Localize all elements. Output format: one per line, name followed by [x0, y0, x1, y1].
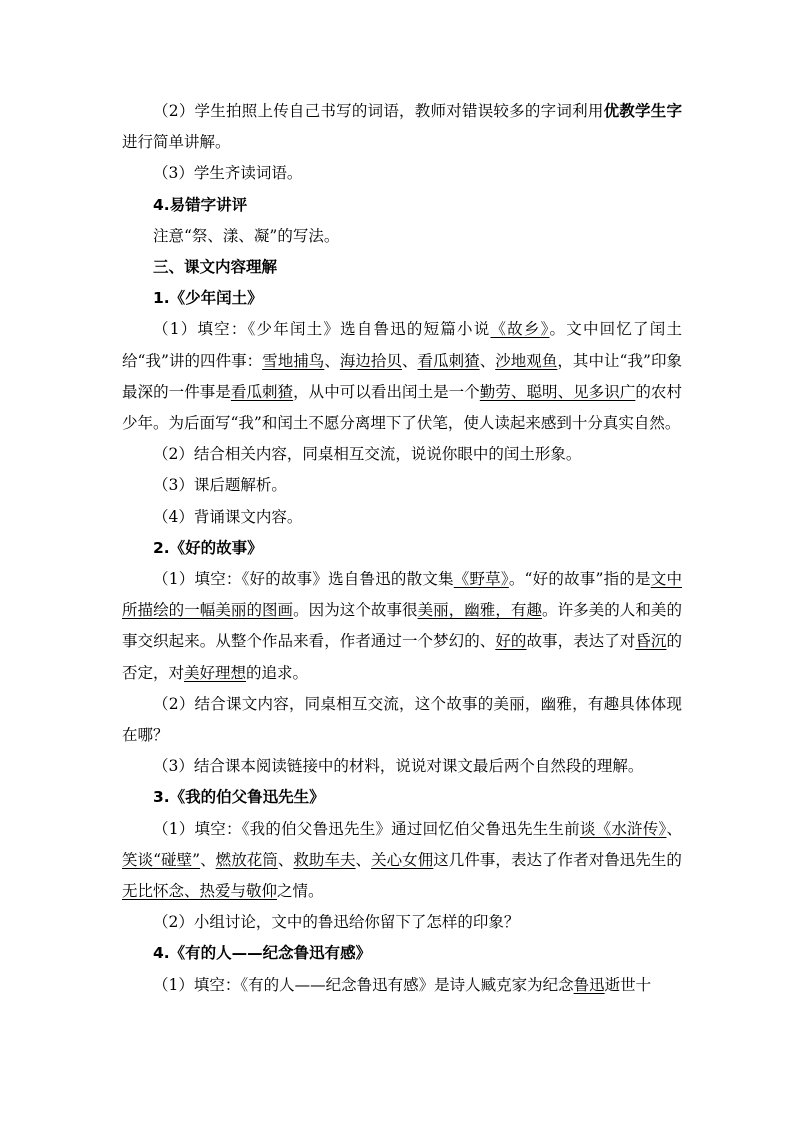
underlined-answer: 笑谈“碰壁” — [122, 850, 201, 869]
text: ，其中让“我”印象最深的一件事是 — [122, 351, 682, 401]
text: 、 — [277, 850, 294, 869]
fill-in-paragraph — [122, 314, 682, 439]
text: 的农村少年。为后面写“我”和闰土不愿分离埋下了伏笔，使人读起来感到十分真实自然。 — [122, 382, 682, 433]
text: （2）学生拍照上传自己书写的词语，教师对错误较多的字词利用 — [153, 102, 604, 120]
underlined-answer: 沙地观鱼 — [495, 351, 558, 370]
text: ，从中可以看出闰土是一个 — [293, 382, 480, 401]
text: 逝世十 — [604, 975, 652, 994]
text: 进行简单讲解。 — [122, 133, 231, 152]
underlined-answer: 看瓜刺猹 — [417, 351, 480, 370]
paragraph: 注意“祭、漾、凝”的写法。 — [153, 226, 340, 245]
text: （1）填空：《我的伯父鲁迅先生》通过回忆伯父鲁迅先生生前 — [153, 819, 580, 838]
text: 的否定，对 — [122, 632, 682, 682]
underlined-answer: 谈《水浒传》 — [579, 819, 667, 838]
paragraph: （2）结合相关内容，同桌相互交流，说说你眼中的闰土形象。 — [153, 445, 582, 464]
underlined-answer: 好的 — [495, 632, 527, 651]
text: 、 — [666, 819, 682, 838]
text: 这几件事，表达了作者对鲁迅先生的 — [433, 850, 682, 869]
paragraph: （3）学生齐读词语。 — [153, 164, 303, 183]
bold-text: 优教学生字 — [603, 102, 682, 120]
document-page — [122, 96, 682, 1001]
section-heading: 1.《少年闰土》 — [153, 289, 263, 308]
underlined-answer: 美好理想 — [184, 663, 247, 682]
underlined-answer: 勤劳、聪明、见多识广 — [479, 382, 636, 401]
text: 。许多美的人和美的事交织起来。从整个作品来看，作者通过一个梦幻的、 — [122, 601, 682, 651]
underlined-answer: 看瓜刺猹 — [230, 382, 294, 401]
underlined-answer: 昏沉 — [635, 632, 667, 651]
underlined-answer: 燃放花筒 — [215, 850, 278, 869]
paragraph: （2）结合课文内容，同桌相互交流，这个故事的美丽，幽雅，有趣具体体现在哪？ — [122, 694, 682, 745]
text: 、 — [355, 850, 372, 869]
text: 故事，表达了对 — [526, 632, 636, 651]
section-heading: 2.《好的故事》 — [153, 538, 263, 557]
underlined-answer: 海边拾贝 — [339, 351, 402, 370]
underlined-answer: 《故乡》 — [490, 320, 550, 339]
text: 之情。 — [277, 882, 324, 901]
underlined-answer: 《野草》 — [453, 570, 509, 589]
fill-in-paragraph — [122, 814, 682, 908]
section-heading: 4.《有的人——纪念鲁迅有感》 — [153, 944, 372, 963]
underlined-answer: 关心女佣 — [371, 850, 434, 869]
underlined-answer: 雪地捕鸟 — [262, 351, 325, 370]
text: 。“好的故事”指的是 — [508, 570, 651, 589]
section-heading: 3.《我的伯父鲁迅先生》 — [153, 788, 325, 807]
underlined-answer: 救助车夫 — [293, 850, 356, 869]
paragraph: （2）小组讨论，文中的鲁迅给你留下了怎样的印象？ — [153, 913, 520, 932]
underlined-answer: 美丽，幽雅，有趣 — [417, 601, 543, 620]
section-heading: 4.易错字讲评 — [153, 195, 248, 214]
text: 、 — [402, 351, 418, 370]
text: 、 — [200, 850, 216, 869]
section-heading: 三、课文内容理解 — [153, 258, 278, 277]
underlined-answer: 无比怀念、热爱与敬仰 — [122, 882, 278, 901]
paragraph: （3）课后题解析。 — [153, 476, 287, 495]
text: （1）填空：《少年闰土》选自鲁迅的短篇小说 — [153, 320, 491, 339]
text: 、 — [324, 351, 340, 370]
fill-in-paragraph — [122, 564, 682, 689]
underlined-answer: 鲁迅 — [573, 975, 605, 994]
paragraph: （3）结合课本阅读链接中的材料，说说对课文最后两个自然段的理解。 — [153, 757, 644, 776]
text: 的追求。 — [246, 663, 309, 682]
underlined-answer: 文中所描绘的一幅美丽的图画 — [122, 570, 682, 620]
paragraph — [122, 96, 682, 158]
text: （1）填空：《有的人——纪念鲁迅有感》是诗人臧克家为纪念 — [153, 975, 574, 994]
text: （1）填空：《好的故事》选自鲁迅的散文集 — [153, 570, 454, 589]
fill-in-paragraph — [122, 970, 682, 1001]
text: 。因为这个故事很 — [293, 601, 418, 620]
paragraph: （4）背诵课文内容。 — [153, 507, 303, 526]
text: 、 — [479, 351, 496, 370]
text: 。文中回忆了闰土给“我”讲的四件事： — [122, 320, 682, 370]
